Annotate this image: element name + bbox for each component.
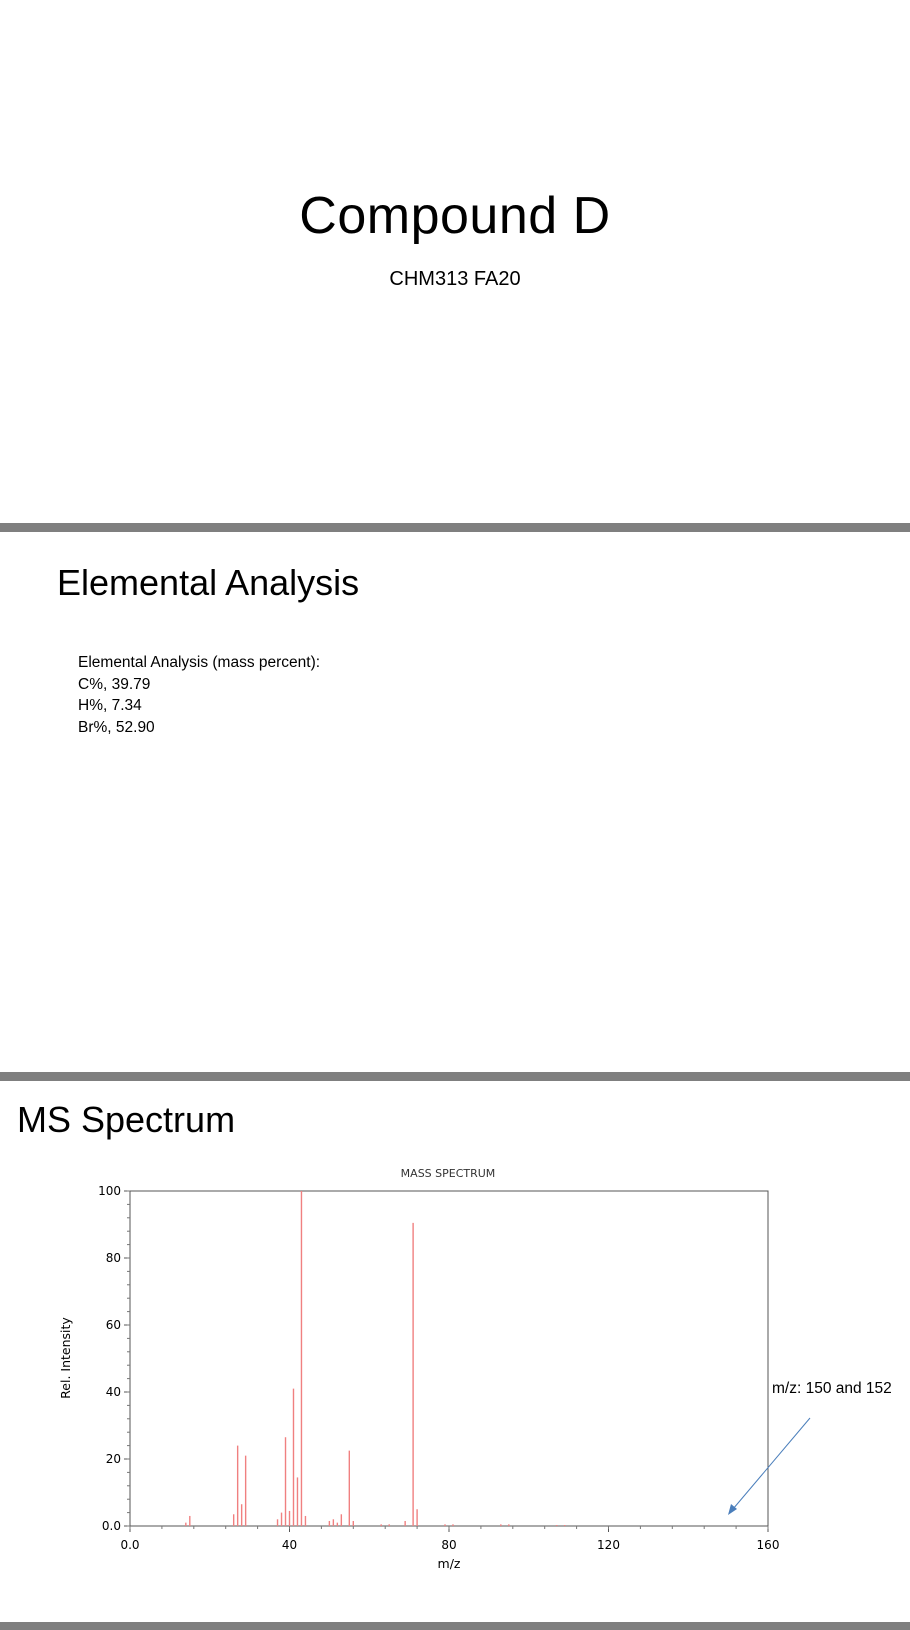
title-slide [0,0,910,523]
mass-spectrum-chart [0,1081,910,1622]
y-axis-label: Rel. Intensity [58,1317,73,1399]
x-tick-label: 40 [281,1538,298,1552]
x-tick-label: 0.0 [120,1538,140,1552]
y-tick-label: 60 [105,1318,121,1332]
y-tick-label: 20 [105,1452,121,1466]
analysis-line-carbon: C%, 39.79 [78,675,151,693]
slide-heading: Elemental Analysis [57,562,360,603]
y-tick-label: 100 [98,1184,121,1198]
slide-separator [0,1072,910,1081]
analysis-line-hydrogen: H%, 7.34 [78,697,142,714]
slide-separator [0,523,910,532]
y-tick-label: 40 [105,1385,121,1399]
elemental-analysis-text [78,652,320,738]
x-tick-label: 80 [441,1538,457,1552]
x-tick-label: 160 [756,1538,780,1552]
analysis-title: Elemental Analysis (mass percent): [78,654,321,671]
analysis-line-bromine: Br%, 52.90 [78,718,155,736]
slide-subtitle: CHM313 FA20 [389,268,521,290]
slide-separator [0,1622,910,1630]
annotation-arrow-line [733,1418,810,1509]
elemental-analysis-slide [0,532,910,1072]
slide-heading: MS Spectrum [17,1099,236,1140]
y-tick-label: 80 [105,1251,121,1265]
chart-title: MASS SPECTRUM [400,1167,496,1180]
x-tick-label: 120 [597,1538,620,1552]
peak-annotation: m/z: 150 and 152 [772,1380,892,1397]
x-axis-label: m/z [437,1556,461,1571]
slide-title: Compound D [299,187,611,245]
ms-spectrum-slide [0,1081,910,1622]
plot-frame [130,1191,768,1526]
y-tick-label: 0.0 [101,1519,121,1533]
